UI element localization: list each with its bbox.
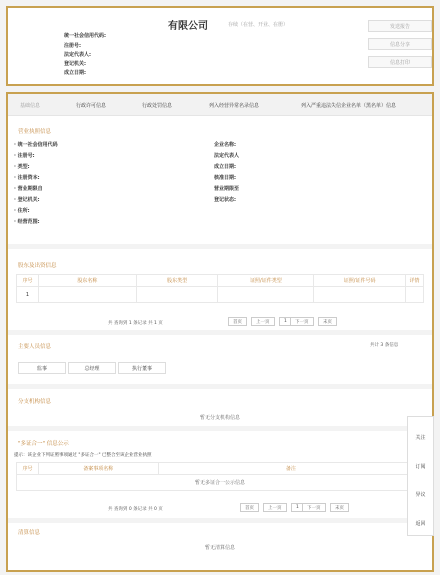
- tab-basic-info[interactable]: 基础信息: [20, 103, 41, 109]
- branch-empty-text: 暂无分支机构信息: [199, 415, 240, 421]
- print-info-button[interactable]: 信息打印: [368, 56, 432, 68]
- tab-blacklist[interactable]: 列入严重违法失信企业名单（黑名单）信息: [301, 103, 397, 109]
- divider: [8, 518, 432, 523]
- person-card-executive-director[interactable]: 执行董事: [118, 362, 166, 374]
- share-info-button[interactable]: 信息分享: [368, 38, 432, 50]
- license-reg-no: · 注册号:: [14, 153, 35, 159]
- last-page-button[interactable]: 末页: [330, 503, 349, 512]
- personnel-count: 共计 3 条信息: [370, 343, 399, 348]
- divider: [8, 244, 432, 249]
- license-authority: · 登记机关:: [14, 197, 40, 203]
- person-card-general-manager[interactable]: 总经理: [68, 362, 116, 374]
- company-header-panel: [6, 6, 434, 86]
- col-shareholder-type: 股东类型: [136, 275, 218, 287]
- license-company-name: 企业名称:: [214, 142, 236, 148]
- subscribe-button[interactable]: 订阅: [415, 464, 426, 470]
- follow-button[interactable]: 关注: [415, 435, 426, 441]
- divider: [8, 426, 432, 431]
- row-details-link[interactable]: [406, 287, 424, 303]
- next-page-button[interactable]: 下一页: [290, 317, 314, 326]
- liquidation-empty-text: 暂无清算信息: [204, 545, 235, 551]
- first-page-button[interactable]: 首页: [240, 503, 259, 512]
- license-capital: · 注册资本:: [14, 175, 40, 181]
- license-status: 登记状态:: [214, 197, 236, 203]
- personnel-section-title: 主要人员信息: [18, 344, 52, 350]
- prev-page-button[interactable]: 上一页: [263, 503, 287, 512]
- legal-rep-label: 法定代表人:: [64, 52, 92, 58]
- row-shareholder-name: [38, 287, 136, 303]
- license-est-date: 成立日期:: [214, 164, 236, 170]
- send-report-button[interactable]: 发送报告: [368, 20, 432, 32]
- col-cert-type: 证照/证件类型: [218, 275, 314, 287]
- objection-button[interactable]: 异议: [415, 492, 426, 498]
- col-index: 序号: [17, 463, 39, 475]
- person-card-supervisor[interactable]: 监事: [18, 362, 66, 374]
- prev-page-button[interactable]: 上一页: [251, 317, 275, 326]
- reg-authority-label: 登记机关:: [64, 61, 86, 67]
- page-number-button[interactable]: 1: [279, 317, 292, 326]
- tab-abnormal-list[interactable]: 列入经营异常名录信息: [209, 103, 260, 109]
- col-index: 序号: [17, 275, 39, 287]
- multi-cert-table: [16, 462, 424, 491]
- row-shareholder-type: [136, 287, 218, 303]
- row-cert-type: [218, 287, 314, 303]
- liquidation-section-title: 清算信息: [18, 530, 41, 536]
- row-index: 1: [17, 287, 39, 303]
- license-scope: · 经营范围:: [14, 219, 40, 225]
- company-name: 有限公司: [168, 21, 208, 32]
- license-section-title: 营业执照信息: [18, 129, 52, 135]
- multi-cert-section-title: "多证合一" 信息公示: [18, 441, 69, 447]
- next-page-button[interactable]: 下一页: [302, 503, 326, 512]
- license-type: · 类型:: [14, 164, 30, 170]
- floating-action-bar: [407, 416, 434, 536]
- col-details: 详情: [406, 275, 424, 287]
- multi-cert-pager-info: 共 查询到 0 条记录 共 0 页: [108, 507, 163, 512]
- est-date-label: 成立日期:: [64, 70, 86, 76]
- license-legal-rep: 法定代表人: [214, 153, 240, 159]
- row-cert-no: [314, 287, 406, 303]
- license-address: · 住所:: [14, 208, 30, 214]
- credit-code-label: 统一社会信用代码:: [64, 33, 107, 39]
- main-panel: [6, 92, 434, 572]
- multi-cert-hint: 提示：该企业下列证照事项通过 "多证合一" 已整合至该企业营业执照: [14, 453, 152, 458]
- multi-cert-empty-text: 暂无多证合一公示信息: [17, 475, 424, 491]
- shareholders-pager-info: 共 查询到 1 条记录 共 1 页: [108, 321, 163, 326]
- tab-admin-license[interactable]: 行政许可信息: [76, 103, 107, 109]
- col-remark: 备注: [158, 463, 423, 475]
- divider: [8, 330, 432, 335]
- col-shareholder-name: 股东名称: [38, 275, 136, 287]
- license-credit-code: · 统一社会信用代码: [14, 142, 58, 148]
- last-page-button[interactable]: 末页: [318, 317, 337, 326]
- divider: [8, 384, 432, 389]
- tab-admin-penalty[interactable]: 行政处罚信息: [142, 103, 173, 109]
- reg-no-label: 注册号:: [64, 43, 81, 49]
- page-number-button[interactable]: 1: [291, 503, 304, 512]
- tab-bar: [8, 94, 432, 116]
- table-row: [17, 287, 424, 303]
- first-page-button[interactable]: 首页: [228, 317, 247, 326]
- back-button[interactable]: 返回: [415, 521, 426, 527]
- shareholders-section-title: 股东及出资信息: [18, 263, 57, 269]
- status-badge: 存续（在营、开业、在册）: [228, 22, 289, 28]
- license-term-to: 营业期限至: [214, 186, 240, 192]
- shareholders-table: [16, 274, 424, 303]
- branch-section-title: 分支机构信息: [18, 399, 52, 405]
- col-filing-name: 备案事项名称: [38, 463, 158, 475]
- license-term-from: · 营业期限自: [14, 186, 43, 192]
- col-cert-no: 证照/证件号码: [314, 275, 406, 287]
- license-approve-date: 核准日期:: [214, 175, 236, 181]
